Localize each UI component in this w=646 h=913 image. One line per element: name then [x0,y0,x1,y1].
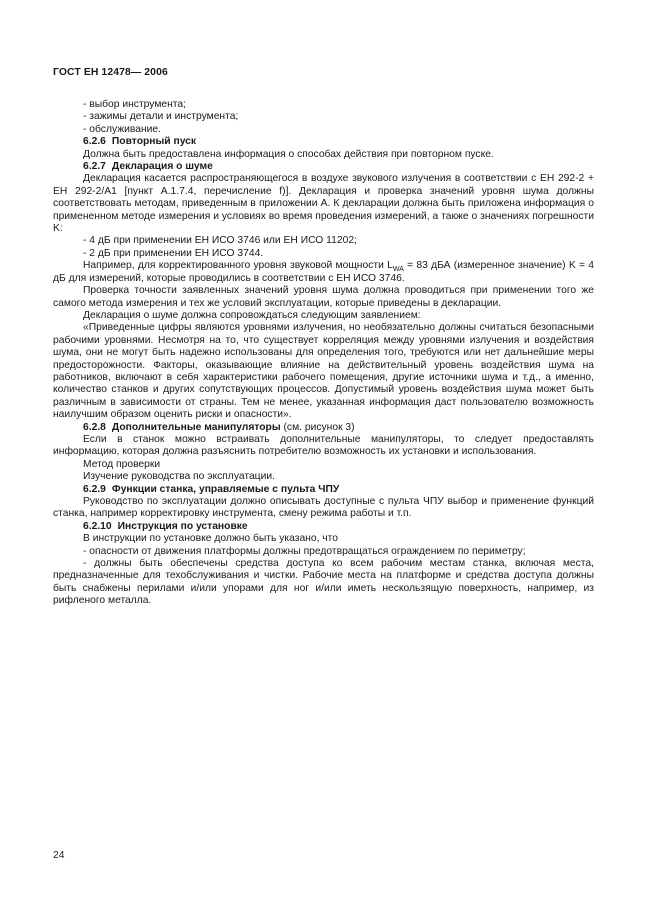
document-body [53,99,594,608]
page-number: 24 [53,850,65,861]
section-heading [53,484,594,496]
subscript: WA [392,266,404,274]
section-title: Функции станка, управляемые с пульта ЧПУ [111,483,340,495]
paragraph: Проверка точности заявленных значений уровня шума должна проводиться при применении того же самого метода измерения и тех же условий эксплуатации, которые приведены в декларации. [53,285,594,309]
list-item: - 2 дБ при применении ЕН ИСО 3744. [83,247,264,259]
paragraph: Декларация касается распространяющегося в воздухе звукового излучения в соответствии с ЕН 292-2 + ЕН 292-2/А1 [пункт А.1.7.4, перечисление f)]. Декларация и проверка значений уровня шума должны соответствовать методам, приведенным в приложении А. К декларации должна быть приложена информация о примененном методе измерения и условиях во время проведения измерений, а также о значениях погрешности K: [53,173,594,235]
section-number: 6.2.7 [83,161,106,173]
paragraph [53,260,594,285]
paragraph: Декларация о шуме должна сопровождаться следующим заявлением: [83,309,421,321]
section-heading [53,422,594,434]
paragraph: Метод проверки [83,458,161,470]
section-number: 6.2.6 [83,136,106,148]
section-number: 6.2.9 [83,483,106,495]
section-title: Декларация о шуме [111,161,213,173]
paragraph: Изучение руководства по эксплуатации. [83,471,275,483]
section-title: Инструкция по установке [117,520,248,532]
paragraph-text: = 83 дБА (измеренное значение) K = 4 дБ для измерений, которые проводились в соответствии с ЕН ИСО 3746. [53,260,595,284]
list-item: - выбор инструмента; [83,99,186,110]
section-number: 6.2.10 [83,520,112,532]
document-header: ГОСТ ЕН 12478— 2006 [53,67,168,78]
section-heading [53,521,594,533]
paragraph: Если в станок можно встраивать дополнительные манипуляторы, то следует предоставлять информацию, которая должна разъяснить потребителю возможность их установки и использования. [53,433,594,458]
section-heading [53,136,594,148]
list-item: - 4 дБ при применении ЕН ИСО 3746 или ЕН ИСО 11202; [83,235,357,247]
paragraph: Должна быть предоставлена информация о способах действия при повторном пуске. [83,148,494,160]
paragraph: - опасности от движения платформы должны предотвращаться ограждением по периметру; [83,545,526,557]
section-title: Дополнительные манипуляторы [111,421,281,433]
section-note: (см. рисунок 3) [280,421,355,433]
paragraph: - должны быть обеспечены средства доступа ко всем рабочим местам станка, включая места, предназначенные для техобслуживания и чистки. Рабочие места на платформе и средства доступа должны быть снабжены перилами и/или упорами для ног и/или иметь нескользящую поверхность, например, из рифленого металла. [53,558,594,607]
section-title: Повторный пуск [111,136,197,148]
section-number: 6.2.8 [83,421,106,433]
paragraph: «Приведенные цифры являются уровнями излучения, но необязательно должны считаться безопасными рабочими уровнями. Несмотря на то, что существует корреляция между уровнями излучения и воздействия шума, они не могут быть надежно использованы для определения того, требуются или нет дальнейшие меры предосторожности. Факторы, оказывающие влияние на действительный уровень воздействия шума на работников, включают в себя характеристики рабочего помещения, другие источники шума и т.д., а именно, количество станков и других сопутствующих процессов. Допустимый уровень воздействия шума может быть различным в зависимости от страны. Тем не менее, указанная информация даст пользователю возможность наилучшим образом оценить риски и опасности». [53,322,594,421]
paragraph-text: Например, для корректированного уровня звуковой мощности L [83,260,393,272]
section-heading [53,161,594,173]
paragraph: Руководство по эксплуатации должно описывать доступные с пульта ЧПУ выбор и применение функций станка, например корректировку инструмента, смену режима работы и т.п. [53,496,594,520]
list-item: - зажимы детали и инструмента; [83,111,239,123]
list-item: - обслуживание. [83,123,161,135]
paragraph: В инструкции по установке должно быть указано, что [83,533,339,545]
